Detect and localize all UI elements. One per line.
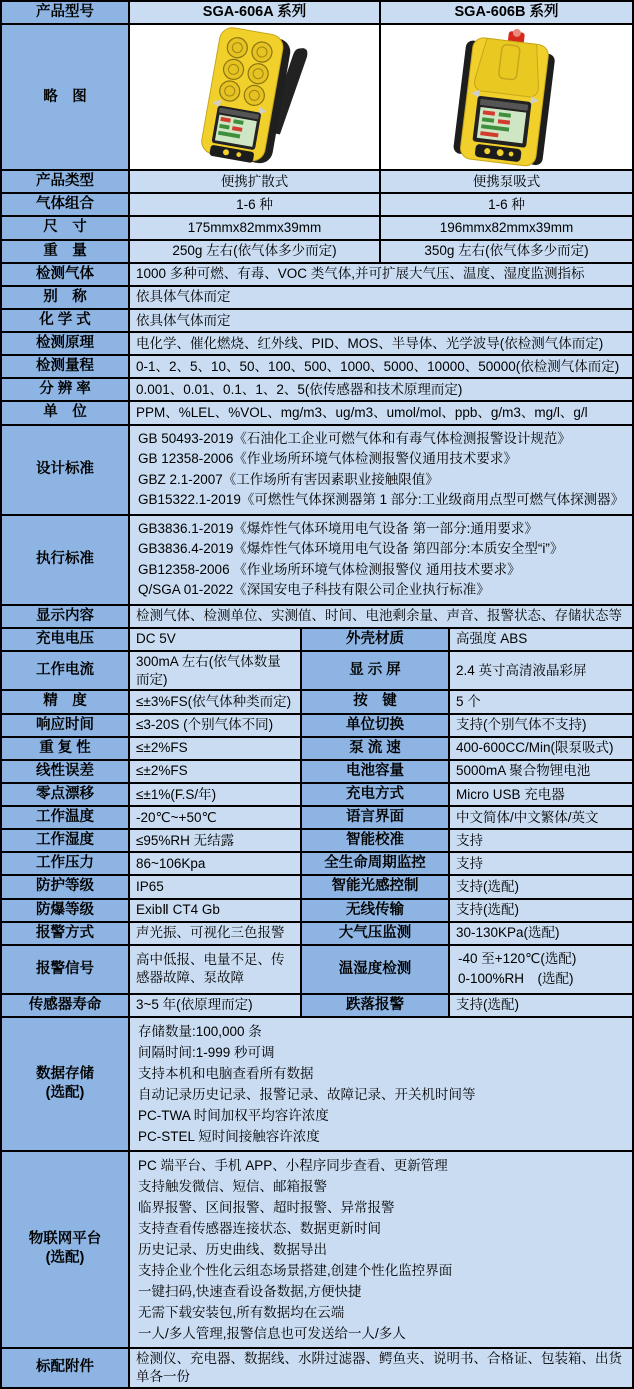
row-label: 化 学 式 [2,310,130,333]
row-value-right: 400-600CC/Min(限泵吸式) [450,738,634,761]
row-label-text: 设计标准 [36,460,94,477]
spec-row-multiline [2,426,634,516]
row-value-left: ≤3-20S (个别气体不同) [130,715,302,738]
row-label-subtext: (选配) [45,1084,85,1101]
row-label-right: 语言界面 [302,807,450,830]
text-line: GB12358-2006 《作业场所环境气体检测报警仪 通用技术要求》 [138,561,521,577]
text-line: 支持本机和电脑查看所有数据 [138,1065,314,1081]
row-label-left: 响应时间 [2,715,130,738]
row-label: 气体组合 [2,194,130,217]
spec-row-quad [2,876,634,899]
row-label-left: 重 复 性 [2,738,130,761]
spec-row-quad [2,652,634,692]
row-label-left: 防爆等级 [2,900,130,923]
row-value-right: 支持(选配) [450,995,634,1018]
table-header-row [2,2,634,25]
row-value-right: 5 个 [450,691,634,714]
value-series-a: 1-6 种 [130,194,381,217]
text-line: Q/SGA 01-2022《深国安电子科技有限公司企业执行标准》 [138,582,490,597]
row-value-left: 3~5 年(依原理而定) [130,995,302,1018]
row-value-right: 支持(个别气体不支持) [450,715,634,738]
spec-row [2,287,634,310]
row-label: 分 辨 率 [2,379,130,402]
row-label-right: 无线传输 [302,900,450,923]
row-value-left: ≤±1%(F.S/年) [130,784,302,807]
spec-row-split [2,171,634,194]
row-label [2,516,130,606]
row-label [2,1152,130,1349]
row-value-right: 2.4 英寸高清液晶彩屏 [450,652,634,692]
text-line: GB3836.4-2019《爆炸性气体环境用电气设备 第四部分:本质安全型“i”》 [138,541,564,556]
row-label-left: 线性误差 [2,761,130,784]
row-value-left: ≤±2%FS [130,738,302,761]
text-line: 存储数量:100,000 条 [138,1023,262,1039]
spec-row-quad [2,691,634,714]
row-value: 检测仪、充电器、数据线、水阱过滤器、鳄鱼夹、说明书、合格证、包装箱、出货单各一份 [130,1349,634,1389]
row-label-text: 物联网平台 [28,1231,102,1248]
value-series-a: 便携扩散式 [130,171,381,194]
row-label: 标配附件 [2,1349,130,1389]
spec-row [2,310,634,333]
row-label-left: 工作压力 [2,853,130,876]
row-label-left: 零点漂移 [2,784,130,807]
spec-row-multiline [2,516,634,606]
row-value-left: DC 5V [130,629,302,652]
row-label: 重 量 [2,241,130,264]
detector-b-image-cell [381,25,634,171]
row-value-right: 支持(选配) [450,900,634,923]
text-line: 支持触发微信、短信、邮箱报警 [138,1178,327,1194]
row-value-left: 声光振、可视化三色报警 [130,923,302,946]
text-line: 无需下载安装包,所有数据均在云端 [138,1304,345,1320]
value-series-b: 350g 左右(依气体多少而定) [381,241,634,264]
row-label-text: 数据存储 [36,1065,94,1082]
diffusion-detector-photo [152,27,357,167]
row-label: 单 位 [2,402,130,425]
row-label: 尺 寸 [2,217,130,240]
row-value-right: 支持(选配) [450,876,634,899]
row-label-left: 精 度 [2,691,130,714]
spec-row-quad [2,715,634,738]
spec-row-quad [2,900,634,923]
row-label-right: 温湿度检测 [302,946,450,995]
row-value-right: 支持 [450,853,634,876]
text-line: GB3836.1-2019《爆炸性气体环境用电气设备 第一部分:通用要求》 [138,520,538,536]
row-label: 别 称 [2,287,130,310]
row-value-left: 高中低报、电量不足、传感器故障、泵故障 [130,946,302,995]
row-label: 显示内容 [2,606,130,629]
row-label: 检测气体 [2,264,130,287]
row-value: 电化学、催化燃烧、红外线、PID、MOS、半导体、光学波导(依检测气体而定) [130,333,634,356]
row-value-left: ExibⅡ CT4 Gb [130,900,302,923]
row-label-right: 智能光感控制 [302,876,450,899]
spec-row [2,402,634,425]
row-value-right: Micro USB 充电器 [450,784,634,807]
row-label-right: 充电方式 [302,784,450,807]
text-line: PC-TWA 时间加权平均容许浓度 [138,1107,329,1123]
spec-row-quad [2,738,634,761]
spec-row-quad [2,830,634,853]
row-label-right: 单位切换 [302,715,450,738]
row-label-right: 智能校准 [302,830,450,853]
detector-a-image-cell [130,25,381,171]
row-value-right: 高强度 ABS [450,629,634,652]
row-value-right [450,946,634,995]
row-label: 检测原理 [2,333,130,356]
text-line: 一人/多人管理,报警信息也可发送给一人/多人 [138,1325,406,1341]
row-value-left: IP65 [130,876,302,899]
text-line: 一键扫码,快速查看设备数据,方便快捷 [138,1283,362,1299]
product-image-row [2,25,634,171]
spec-row-split [2,194,634,217]
row-label-left: 工作湿度 [2,830,130,853]
row-value: 0-1、2、5、10、50、100、500、1000、5000、10000、50000(依检测气体而定) [130,356,634,379]
spec-row-multiline [2,1018,634,1152]
spec-row-multiline [2,1152,634,1349]
text-line: 支持查看传感器连接状态、数据更新时间 [138,1220,381,1236]
spec-row-split [2,217,634,240]
text-line: 0-100%RH (选配) [458,971,574,987]
row-label: 检测量程 [2,356,130,379]
spec-row-quad [2,784,634,807]
row-value-left: ≤±3%FS(依气体种类而定) [130,691,302,714]
text-line: GBZ 2.1-2007《工作场所有害因素职业接触限值》 [138,471,439,487]
row-label-right: 电池容量 [302,761,450,784]
row-value-right: 中文简体/中文繁体/英文 [450,807,634,830]
value-series-b: 196mmx82mmx39mm [381,217,634,240]
spec-row [2,606,634,629]
pump-detector-photo [404,27,609,167]
row-label-left: 报警方式 [2,923,130,946]
text-line: GB15322.1-2019《可燃性气体探测器第 1 部分:工业级商用点型可燃气体探测器》 [138,492,625,507]
row-label-left: 传感器寿命 [2,995,130,1018]
row-label-right: 按 键 [302,691,450,714]
value-series-a: 250g 左右(依气体多少而定) [130,241,381,264]
spec-row-quad [2,995,634,1018]
text-line: GB 50493-2019《石油化工企业可燃气体和有毒气体检测报警设计规范》 [138,430,571,446]
spec-row [2,1349,634,1389]
row-value: 1000 多种可燃、有毒、VOC 类气体,并可扩展大气压、温度、湿度监测指标 [130,264,634,287]
spec-row [2,356,634,379]
spec-row [2,379,634,402]
row-label-right: 大气压监测 [302,923,450,946]
row-label-right: 外壳材质 [302,629,450,652]
spec-row [2,264,634,287]
row-value: 0.001、0.01、0.1、1、2、5(依传感器和技术原理而定) [130,379,634,402]
row-label [2,426,130,516]
row-value-right: 支持 [450,830,634,853]
row-value: 检测气体、检测单位、实测值、时间、电池剩余量、声音、报警状态、存储状态等 [130,606,634,629]
row-value-lines [130,1018,634,1152]
row-value-left: 300mA 左右(依气体数量而定) [130,652,302,692]
text-line: 历史记录、历史曲线、数据导出 [138,1241,327,1257]
spec-row-quad [2,923,634,946]
spec-row-quad [2,629,634,652]
row-value-lines [130,516,634,606]
spec-row [2,333,634,356]
text-line: -40 至+120℃(选配) [458,950,577,966]
text-line: 支持企业个性化云组态场景搭建,创建个性化监控界面 [138,1262,453,1278]
row-label: 略 图 [2,25,130,171]
row-value-left: 86~106Kpa [130,853,302,876]
spec-row-quad [2,807,634,830]
row-label [2,1018,130,1152]
row-label-left: 工作电流 [2,652,130,692]
spec-row-quad [2,946,634,995]
row-label-left: 报警信号 [2,946,130,995]
header-series-a: SGA-606A 系列 [130,2,381,25]
row-value-lines [130,426,634,516]
text-line: 临界报警、区间报警、超时报警、异常报警 [138,1199,395,1215]
row-label-right: 跌落报警 [302,995,450,1018]
row-label: 产品类型 [2,171,130,194]
row-label-right: 显 示 屏 [302,652,450,692]
spec-row-split [2,241,634,264]
row-value-lines [130,1152,634,1349]
row-value-right: 30-130KPa(选配) [450,923,634,946]
text-line: GB 12358-2006《作业场所环境气体检测报警仪通用技术要求》 [138,451,517,466]
row-label-left: 防护等级 [2,876,130,899]
row-value-left: ≤95%RH 无结露 [130,830,302,853]
row-label-right: 全生命周期监控 [302,853,450,876]
text-line: 间隔时间:1-999 秒可调 [138,1044,275,1060]
text-line: PC-STEL 短时间接触容许浓度 [138,1128,320,1144]
row-label-text: 执行标准 [36,550,94,567]
value-series-b: 1-6 种 [381,194,634,217]
text-line: 自动记录历史记录、报警记录、故障记录、开关机时间等 [138,1086,476,1102]
row-label-subtext: (选配) [45,1250,85,1267]
row-value: 依具体气体而定 [130,310,634,333]
row-value-right: 5000mA 聚合物锂电池 [450,761,634,784]
row-label-left: 充电电压 [2,629,130,652]
value-series-a: 175mmx82mmx39mm [130,217,381,240]
row-value: 依具体气体而定 [130,287,634,310]
row-value-left: -20℃~+50℃ [130,807,302,830]
value-series-b: 便携泵吸式 [381,171,634,194]
row-label-right: 泵 流 速 [302,738,450,761]
row-label-left: 工作温度 [2,807,130,830]
header-series-b: SGA-606B 系列 [381,2,634,25]
spec-row-quad [2,853,634,876]
row-value: PPM、%LEL、%VOL、mg/m3、ug/m3、umol/mol、ppb、g/m3、mg/l、g/l [130,402,634,425]
text-line: PC 端平台、手机 APP、小程序同步查看、更新管理 [138,1157,448,1173]
spec-row-quad [2,761,634,784]
header-label: 产品型号 [2,2,130,25]
row-value-left: ≤±2%FS [130,761,302,784]
